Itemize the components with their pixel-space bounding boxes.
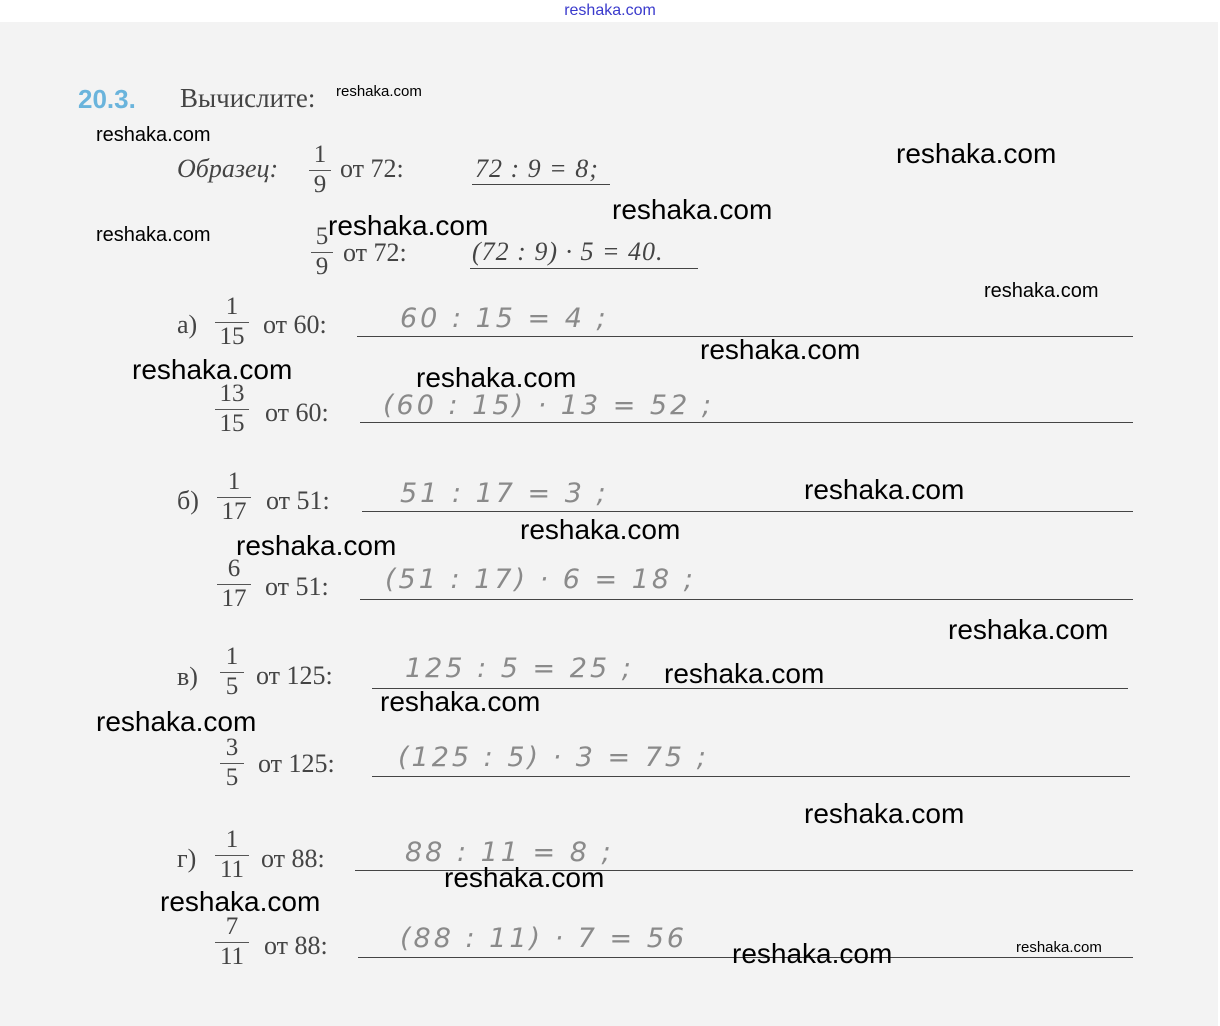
fraction-denominator: 11 [219, 856, 245, 883]
fraction-denominator: 15 [219, 410, 245, 437]
of-text-v-1: от 125: [256, 661, 333, 690]
sample-answer-line-2 [470, 268, 698, 269]
watermark: reshaka.com [132, 354, 293, 385]
answer-a-2: (60 : 15) · 13 = 52 ; [383, 390, 714, 421]
sample-answer-line-1 [472, 184, 610, 185]
watermark: reshaka.com [96, 224, 211, 246]
fraction-numerator: 7 [225, 913, 239, 940]
watermark: reshaka.com [160, 886, 321, 917]
fraction-v-2 [220, 735, 244, 791]
fraction-denominator: 5 [225, 764, 239, 791]
watermark: reshaka.com [1016, 939, 1102, 956]
watermark: reshaka.com [612, 194, 773, 225]
top-watermark[interactable]: reshaka.com [564, 2, 656, 19]
exercise-title: Вычислите: [180, 83, 316, 113]
watermark: reshaka.com [416, 362, 577, 393]
answer-line-b-1 [362, 511, 1133, 512]
fraction-g-2 [215, 914, 249, 970]
watermark: reshaka.com [984, 280, 1099, 302]
answer-b-1: 51 : 17 = 3 ; [400, 478, 609, 509]
fraction-denominator: 11 [219, 943, 245, 970]
watermark: reshaka.com [664, 658, 825, 689]
item-letter-b: б) [177, 486, 199, 515]
fraction-numerator: 1 [313, 141, 327, 168]
watermark: reshaka.com [380, 686, 541, 717]
sample-of-text-2: от 72: [343, 238, 407, 267]
fraction-denominator: 9 [315, 253, 329, 280]
fraction-denominator: 17 [221, 498, 247, 525]
watermark: reshaka.com [444, 862, 605, 893]
answer-line-b-2 [360, 599, 1133, 600]
fraction-denominator: 17 [221, 585, 247, 612]
fraction-numerator: 13 [219, 380, 245, 407]
fraction-numerator: 6 [227, 555, 241, 582]
of-text-g-1: от 88: [261, 844, 325, 873]
fraction-numerator: 1 [227, 468, 241, 495]
watermark: reshaka.com [336, 83, 422, 100]
watermark: reshaka.com [948, 614, 1109, 645]
fraction-denominator: 15 [219, 323, 245, 350]
watermark: reshaka.com [700, 334, 861, 365]
of-text-a-1: от 60: [263, 310, 327, 339]
sample-answer-2: (72 : 9) · 5 = 40. [472, 237, 664, 266]
fraction-denominator: 5 [225, 673, 239, 700]
of-text-b-2: от 51: [265, 572, 329, 601]
item-letter-g: г) [177, 844, 197, 873]
sample-of-text-1: от 72: [340, 154, 404, 183]
answer-g-1: 88 : 11 = 8 ; [405, 837, 614, 868]
watermark: reshaka.com [520, 514, 681, 545]
fraction-a-2 [215, 381, 249, 437]
fraction-v-1 [220, 644, 244, 700]
item-letter-v: в) [177, 662, 198, 691]
answer-b-2: (51 : 17) · 6 = 18 ; [385, 564, 696, 595]
of-text-g-2: от 88: [264, 931, 328, 960]
sample-fraction-1 [309, 142, 331, 198]
fraction-a-1 [215, 294, 249, 350]
fraction-denominator: 9 [313, 171, 327, 198]
fraction-b-2 [217, 556, 251, 612]
fraction-g-1 [215, 827, 249, 883]
item-letter-a: а) [177, 310, 198, 339]
of-text-a-2: от 60: [265, 398, 329, 427]
fraction-numerator: 5 [315, 223, 329, 250]
watermark: reshaka.com [96, 706, 257, 737]
fraction-b-1 [217, 469, 251, 525]
watermark: reshaka.com [804, 474, 965, 505]
fraction-numerator: 3 [225, 734, 239, 761]
watermark: reshaka.com [236, 530, 397, 561]
watermark: reshaka.com [896, 138, 1057, 169]
fraction-numerator: 1 [225, 293, 239, 320]
watermark: reshaka.com [96, 124, 211, 146]
answer-v-2: (125 : 5) · 3 = 75 ; [398, 742, 709, 773]
watermark: reshaka.com [804, 798, 965, 829]
answer-v-1: 125 : 5 = 25 ; [405, 653, 634, 684]
answer-a-1: 60 : 15 = 4 ; [400, 303, 609, 334]
watermark: reshaka.com [732, 938, 893, 969]
sample-answer-1: 72 : 9 = 8; [475, 154, 599, 183]
exercise-number: 20.3. [78, 84, 136, 114]
answer-line-a-2 [360, 422, 1133, 423]
fraction-numerator: 1 [225, 826, 239, 853]
of-text-v-2: от 125: [258, 749, 335, 778]
answer-line-v-2 [372, 776, 1130, 777]
sample-label: Образец: [177, 154, 279, 183]
of-text-b-1: от 51: [266, 486, 330, 515]
fraction-numerator: 1 [225, 643, 239, 670]
answer-g-2: (88 : 11) · 7 = 56 [400, 923, 688, 954]
watermark: reshaka.com [328, 210, 489, 241]
